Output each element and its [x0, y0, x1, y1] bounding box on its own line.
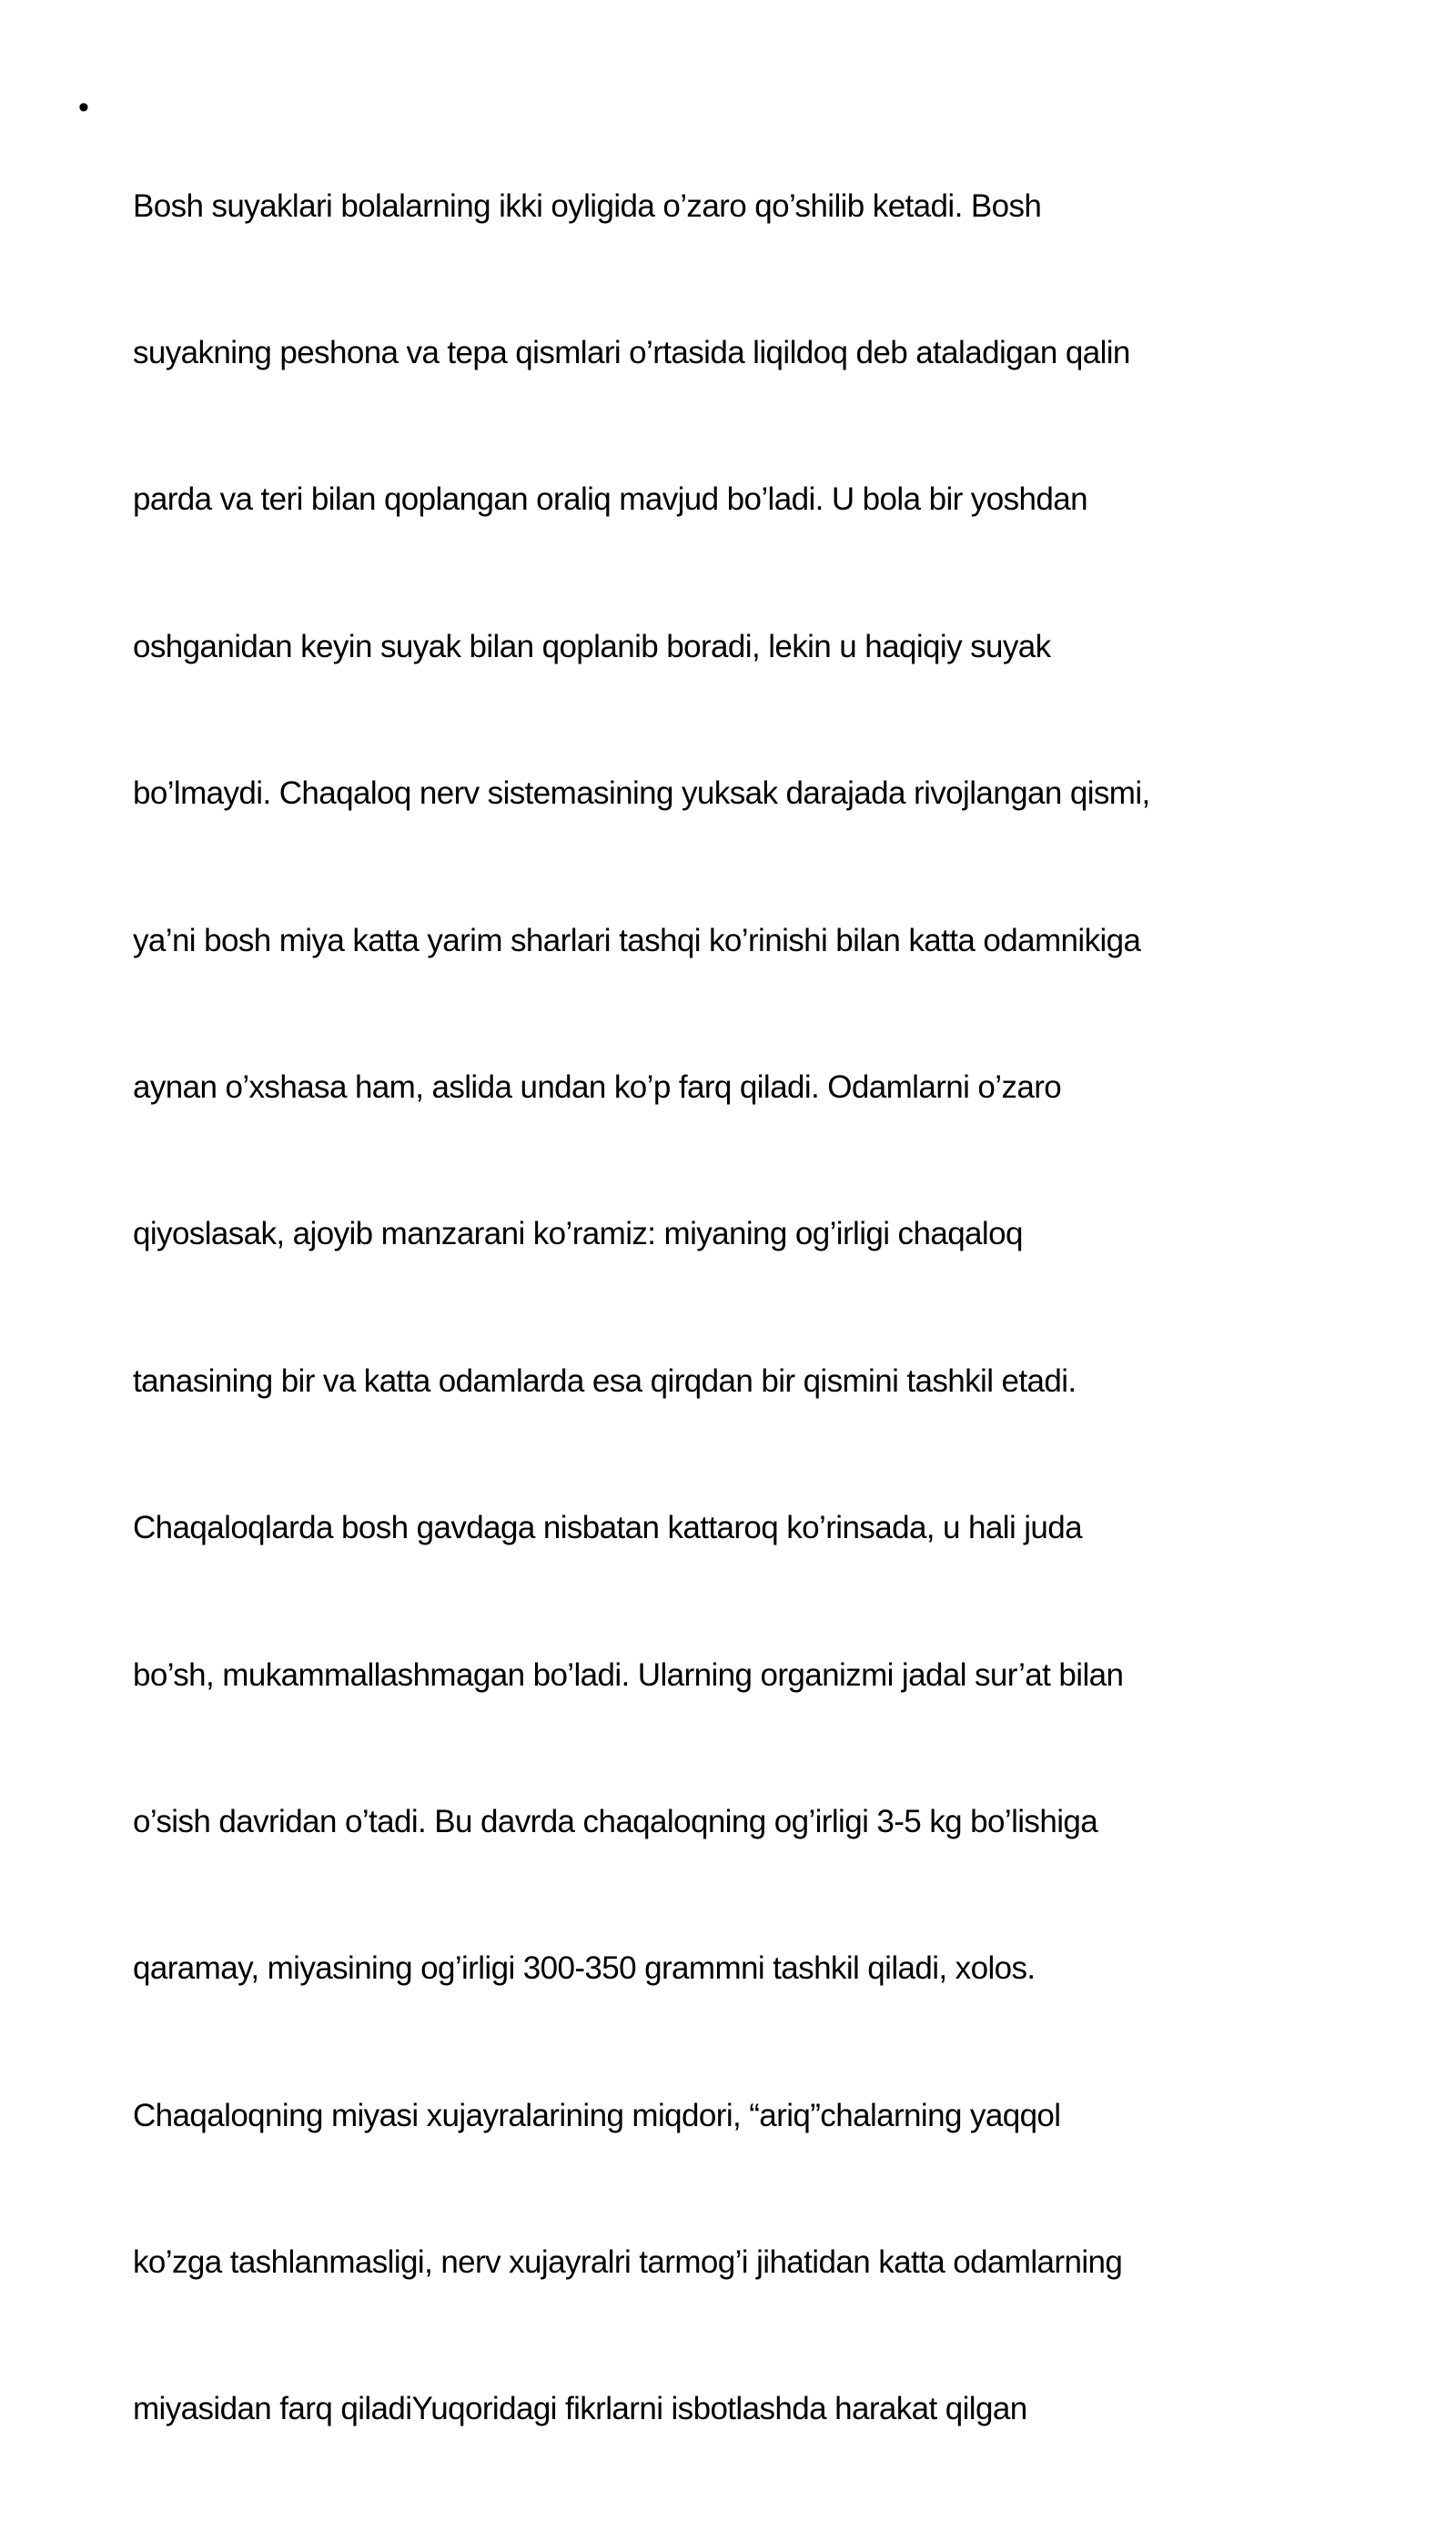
text-line: bo’sh, mukammallashmagan bo’ladi. Ularning organizmi jadal sur’at bilan — [133, 1656, 1124, 1693]
text-line: parda va teri bilan qoplangan oraliq mavjud bo’ladi. U bola bir yoshdan — [133, 481, 1087, 518]
bullet-dot: • — [78, 90, 89, 125]
bullet-item — [78, 84, 1370, 2532]
text-line: oshganidan keyin suyak bilan qoplanib boradi, lekin u haqiqiy suyak — [133, 628, 1051, 664]
text-line: bo’lmaydi. Chaqaloq nerv sistemasining yuksak darajada rivojlangan qismi, — [133, 775, 1150, 812]
text-line: Bosh suyaklari bolalarning ikki oyligida o’zaro qo’shilib ketadi. Bosh — [133, 187, 1042, 224]
text-line: Chaqaloqning miyasi xujayralarining miqdori, “ariq”chalarning yaqqol — [133, 2097, 1061, 2133]
bullet-list — [78, 84, 1370, 2532]
text-line: Chaqaloqlarda bosh gavdaga nisbatan kattaroq ko’rinsada, u hali juda — [133, 1510, 1083, 1546]
text-line: tanasining bir va katta odamlarda esa qirqdan bir qismini tashkil etadi. — [133, 1362, 1077, 1399]
text-line: ko’zga tashlanmasligi, nerv xujayralri tarmog’i jihatidan katta odamlarning — [133, 2244, 1123, 2281]
text-line: aynan o’xshasa ham, aslida undan ko’p farq qiladi. Odamlarni o’zaro — [133, 1069, 1062, 1105]
text-line: qaramay, miyasining og’irligi 300-350 grammni tashkil qiladi, xolos. — [133, 1950, 1036, 1987]
text-line: suyakning peshona va tepa qismlari o’rtasida liqildoq deb ataladigan qalin — [133, 334, 1130, 370]
bullet-paragraph — [133, 84, 1370, 2532]
text-line: qiyoslasak, ajoyib manzarani ko’ramiz: miyaning og’irligi chaqaloq — [133, 1216, 1023, 1252]
text-line: ya’ni bosh miya katta yarim sharlari tashqi ko’rinishi bilan katta odamnikiga — [133, 922, 1141, 958]
text-line: o’sish davridan o’tadi. Bu davrda chaqaloqning og’irligi 3-5 kg bo’lishiga — [133, 1803, 1098, 1839]
text-line: miyasidan farq qiladiYuqoridagi fikrlarni isbotlashda harakat qilgan — [133, 2391, 1027, 2427]
